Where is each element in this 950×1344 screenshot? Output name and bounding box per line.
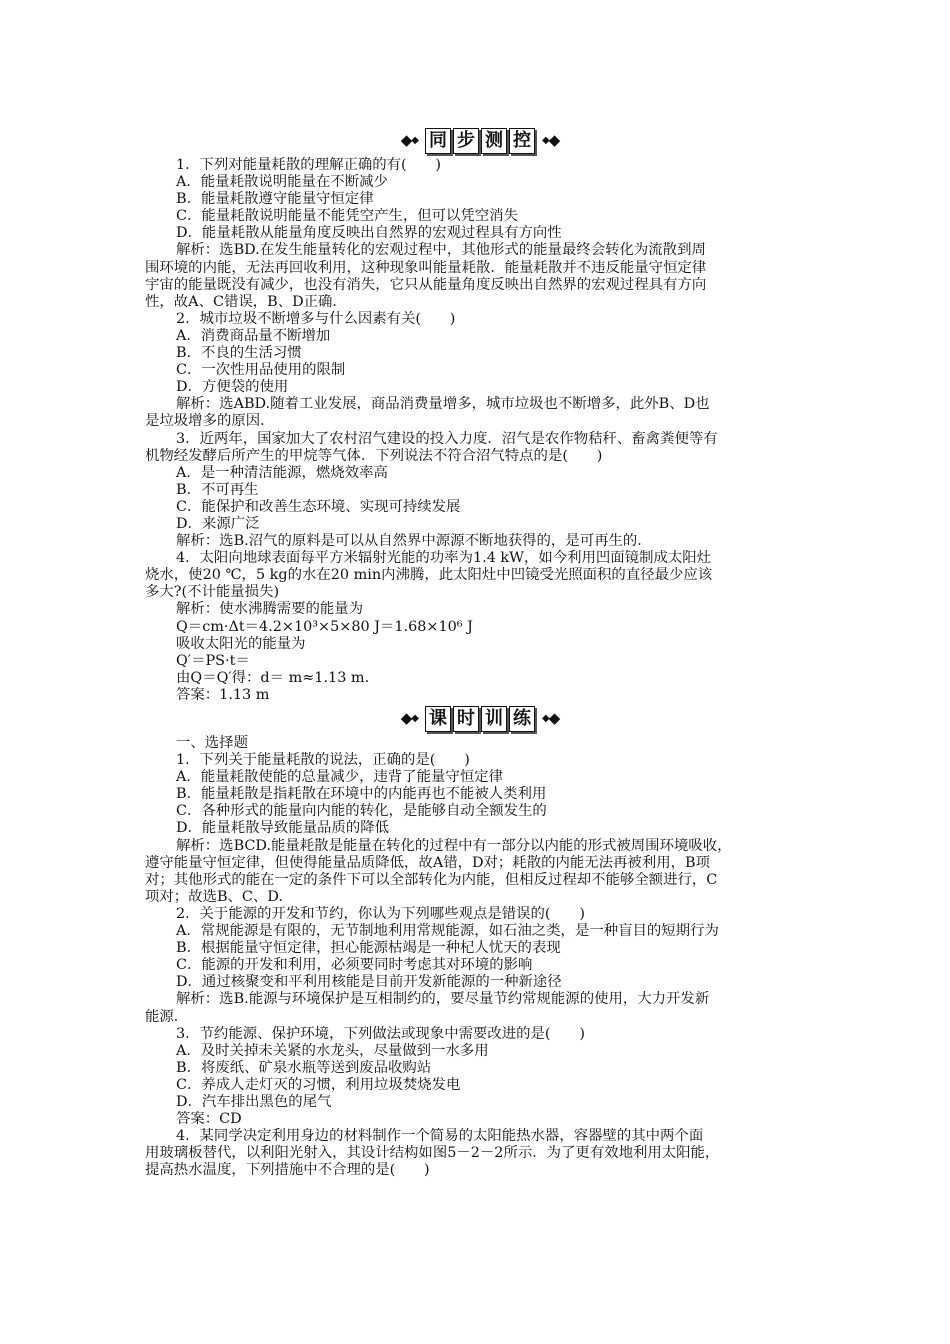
heading-title-boxes (424, 128, 536, 154)
text-line: 宇宙的能量既没有减少，也没有消失，它只从能量角度反映出自然界的宏观过程具有方向 (145, 276, 707, 293)
heading-char: 时 (453, 706, 479, 732)
heading-char: 练 (509, 706, 535, 732)
document-page (145, 126, 815, 1179)
text-line: B．能量耗散遵守能量守恒定律 (176, 191, 374, 208)
text-line: 一、选择题 (176, 735, 248, 751)
heading-char: 控 (509, 128, 535, 154)
text-line: 解析：使水沸腾需要的能量为 (176, 601, 364, 618)
text-line: B．根据能量守恒定律，担心能源枯竭是一种杞人忧天的表现 (176, 940, 561, 957)
text-line: 项对；故选B、C、D. (145, 888, 283, 905)
text-line: C．一次性用品使用的限制 (176, 362, 346, 379)
text-line: 答案：1.13 m (176, 686, 270, 703)
text-line: 对；其他形式的能在一定的条件下可以全部转化为内能，但相反过程却不能够全额进行，C (145, 871, 718, 888)
text-line: A．能量耗散使能的总量减少，违背了能量守恒定律 (176, 769, 503, 786)
text-line: Q＝cm·Δt＝4.2×10³×5×80 J＝1.68×10⁶ J (176, 618, 473, 635)
text-line: A．常规能源是有限的，无节制地利用常规能源，如石油之类，是一种盲目的短期行为 (176, 923, 719, 940)
text-line: D．汽车排出黑色的尾气 (176, 1093, 332, 1110)
text-line: 解析：选ABD.随着工业发展，商品消费量增多，城市垃圾也不断增多，此外B、D也 (176, 396, 710, 413)
heading-char: 同 (425, 128, 451, 154)
text-line: 解析：选B.沼气的原料是可以从自然界中源源不断地获得的，是可再生的． (176, 533, 652, 550)
heading-char: 训 (481, 706, 507, 732)
text-line: 解析：选BCD.能量耗散是能量在转化的过程中有一部分以内能的形式被周围环境吸收， (176, 837, 732, 854)
diamond-ornament-icon: ◆ (400, 709, 412, 728)
text-line: C．能保护和改善生态环境、实现可持续发展 (176, 498, 461, 515)
text-line: C．能源的开发和利用，必须要同时考虑其对环境的影响 (176, 957, 533, 974)
diamond-ornament-icon: ◆ (542, 135, 549, 147)
text-line: 多大?(不计能量损失) (145, 584, 280, 601)
text-line: 用玻璃板替代，以利阳光射入，其设计结构如图5－2－2所示．为了更有效地利用太阳能， (145, 1145, 720, 1162)
text-line: 吸收太阳光的能量为 (176, 635, 306, 652)
text-line: D．来源广泛 (176, 515, 260, 532)
text-line: A．能量耗散说明能量在不断减少 (176, 174, 388, 191)
text-line: 3．节约能源、保护环境，下列做法或现象中需要改进的是( ) (176, 1025, 585, 1042)
text-line: Q′＝PS·t＝ (176, 652, 250, 669)
text-line: D．方便袋的使用 (176, 379, 289, 396)
diamond-ornament-icon: ◆ (548, 709, 560, 728)
text-line: D．能量耗散导致能量品质的降低 (176, 820, 390, 837)
diamond-ornament-icon: ◆ (542, 713, 549, 725)
section-heading-tongbu-cekong (145, 128, 815, 154)
text-line: 答案：CD (176, 1111, 242, 1128)
text-line: 机物经发酵后所产生的甲烷等气体．下列说法不符合沼气特点的是( ) (145, 447, 603, 464)
diamond-ornament-icon: ◆ (411, 713, 418, 725)
diamond-ornament-icon: ◆ (400, 131, 412, 150)
text-line: B．能量耗散是指耗散在环境中的内能再也不能被人类利用 (176, 786, 547, 803)
section-body-tongbu-cekong (145, 157, 815, 704)
heading-char: 步 (453, 128, 479, 154)
diamond-ornament-icon: ◆ (411, 135, 418, 147)
section-heading-keshi-xunlian (145, 706, 815, 732)
text-line: A．消费商品量不断增加 (176, 327, 331, 344)
text-line: C．各种形式的能量向内能的转化，是能够自动全额发生的 (176, 803, 547, 820)
text-line: 4．某同学决定利用身边的材料制作一个简易的太阳能热水器，容器壁的其中两个面 (176, 1128, 704, 1145)
text-line: 是垃圾增多的原因． (145, 413, 275, 430)
text-line: 烧水，使20 ℃，5 kg的水在20 min内沸腾，此太阳灶中凹镜受光照面积的直径最少应该 (145, 567, 713, 584)
text-line: B．不可再生 (176, 481, 259, 498)
text-line: 1．下列对能量耗散的理解正确的有( ) (176, 157, 442, 173)
heading-char: 测 (481, 128, 507, 154)
text-line: 2．城市垃圾不断增多与什么因素有关( ) (176, 310, 456, 327)
heading-char: 课 (425, 706, 451, 732)
text-line: 2．关于能源的开发和节约，你认为下列哪些观点是错误的( ) (176, 905, 585, 922)
text-line: 4．太阳向地球表面每平方米辐射光能的功率为1.4 kW，如今利用凹面镜制成太阳灶 (176, 550, 712, 567)
text-line: D．通过核聚变和平利用核能是目前开发新能源的一种新途径 (176, 974, 562, 991)
text-line: 解析：选BD.在发生能量转化的宏观过程中，其他形式的能量最终会转化为流散到周 (176, 242, 706, 259)
text-line: A．及时关掉未关紧的水龙头，尽量做到一水多用 (176, 1042, 489, 1059)
section-body-keshi-xunlian (145, 735, 815, 1179)
text-line: D．能量耗散从能量角度反映出自然界的宏观过程具有方向性 (176, 225, 562, 242)
text-line: B．将废纸、矿泉水瓶等送到废品收购站 (176, 1059, 432, 1076)
heading-title-boxes (424, 706, 536, 732)
text-line: 性，故A、C错误，B、D正确． (145, 293, 347, 310)
text-line: 围环境的内能，无法再回收利用，这种现象叫能量耗散．能量耗散并不违反能量守恒定律 (145, 259, 707, 276)
text-line: A．是一种清洁能源，燃烧效率高 (176, 464, 388, 481)
text-line: C．能量耗散说明能量不能凭空产生，但可以凭空消失 (176, 208, 518, 225)
text-line: 遵守能量守恒定律，但使得能量品质降低，故A错，D对；耗散的内能无法再被利用，B项 (145, 854, 710, 871)
text-line: 1．下列关于能量耗散的说法，正确的是( ) (176, 752, 470, 769)
text-line: C．养成人走灯灭的习惯，利用垃圾焚烧发电 (176, 1076, 461, 1093)
diamond-ornament-icon: ◆ (548, 131, 560, 150)
text-line: 3．近两年，国家加大了农村沼气建设的投入力度．沼气是农作物秸秆、畜禽粪便等有 (176, 430, 718, 447)
text-line: 提高热水温度，下列措施中不合理的是( ) (145, 1162, 430, 1179)
text-line: 能源． (145, 1008, 189, 1025)
text-line: B．不良的生活习惯 (176, 345, 302, 362)
text-line: 解析：选B.能源与环境保护是互相制约的，要尽量节约常规能源的使用，大力开发新 (176, 991, 710, 1008)
text-line: 由Q＝Q′得：d＝ m≈1.13 m. (176, 669, 370, 686)
